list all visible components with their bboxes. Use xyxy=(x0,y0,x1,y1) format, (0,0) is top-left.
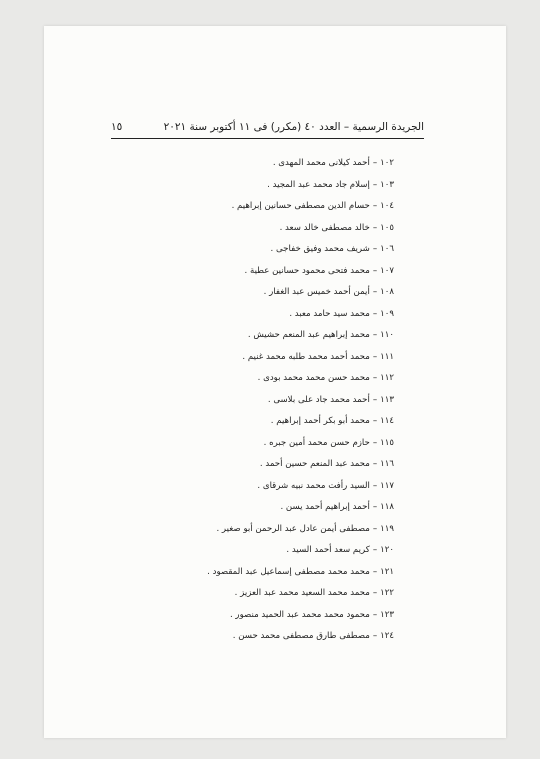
item-name-text: محمد حسن محمد محمد بودى . xyxy=(257,373,370,383)
page-number: ١٥ xyxy=(111,121,123,133)
item-number: ١٠٤ xyxy=(380,201,394,211)
item-number: ١١٢ xyxy=(380,373,394,383)
item-number: ١٠٦ xyxy=(380,244,394,254)
item-name-text: محمد عبد المنعم حسين أحمد . xyxy=(259,459,370,469)
item-dash: – xyxy=(372,609,378,620)
item-name-text: محمود محمد محمد عبد الحميد منصور . xyxy=(229,609,370,620)
item-name-text: مصطفى طارق مصطفى محمد حسن . xyxy=(232,631,370,641)
item-number: ١٢٢ xyxy=(380,588,394,598)
list-item xyxy=(144,435,394,457)
list-item xyxy=(144,585,394,607)
item-dash: – xyxy=(372,394,378,405)
item-name-text: أحمد محمد جاد على بلاسى . xyxy=(267,394,370,405)
item-name-text: محمد أبو بكر أحمد إبراهيم . xyxy=(270,416,370,426)
list-item xyxy=(144,155,394,177)
item-number: ١٢٤ xyxy=(380,631,394,641)
list-item xyxy=(144,284,394,306)
item-name-text: أحمد كيلانى محمد المهدى . xyxy=(272,158,370,168)
item-dash: – xyxy=(372,523,378,534)
item-dash: – xyxy=(372,330,378,340)
item-dash: – xyxy=(372,502,378,512)
list-item xyxy=(144,478,394,500)
header-divider xyxy=(111,138,424,139)
item-dash: – xyxy=(372,437,378,448)
item-dash: – xyxy=(372,244,378,254)
item-number: ١١٦ xyxy=(380,459,394,469)
item-dash: – xyxy=(372,158,378,168)
item-number: ١٢١ xyxy=(380,566,394,577)
item-name-text: محمد إبراهيم عبد المنعم حشيش . xyxy=(247,330,370,340)
item-number: ١١٣ xyxy=(380,394,394,405)
list-item xyxy=(144,306,394,328)
list-item xyxy=(144,521,394,543)
list-item xyxy=(144,392,394,414)
item-name-text: محمد أحمد محمد طلبه محمد غنيم . xyxy=(242,351,370,362)
item-number: ١٢٠ xyxy=(380,545,394,555)
item-name-text: مصطفى أيمن عادل عبد الرحمن أبو صغير . xyxy=(216,523,370,534)
item-number: ١٠٥ xyxy=(380,222,394,233)
item-number: ١١١ xyxy=(380,351,394,362)
item-number: ١١٤ xyxy=(380,416,394,426)
item-dash: – xyxy=(372,545,378,555)
item-dash: – xyxy=(372,351,378,362)
list-item xyxy=(144,263,394,285)
item-dash: – xyxy=(372,308,378,319)
item-name-text: محمد فتحى محمود حسانين عطية . xyxy=(244,265,370,276)
list-item xyxy=(144,499,394,521)
item-number: ١٠٩ xyxy=(380,308,394,319)
list-item xyxy=(144,370,394,392)
item-number: ١٠٢ xyxy=(380,158,394,168)
item-number: ١١٩ xyxy=(380,523,394,534)
item-number: ١٠٨ xyxy=(380,287,394,297)
list-item xyxy=(144,542,394,564)
item-number: ١٢٣ xyxy=(380,609,394,620)
item-name-text: حازم حسن محمد أمين جبره . xyxy=(263,437,370,448)
item-name-text: محمد محمد مصطفى إسماعيل عبد المقصود . xyxy=(207,566,370,577)
item-name-text: السيد رأفت محمد نبيه شرقاى . xyxy=(257,480,370,491)
item-name-text: أحمد إبراهيم أحمد يسن . xyxy=(280,502,370,512)
list-item xyxy=(144,349,394,371)
item-dash: – xyxy=(372,588,378,598)
item-name-text: شريف محمد وفيق خفاجى . xyxy=(270,244,370,254)
item-number: ١١٠ xyxy=(380,330,394,340)
item-dash: – xyxy=(372,201,378,211)
item-number: ١١٧ xyxy=(380,480,394,491)
item-name-text: إسلام جاد محمد عبد المجيد . xyxy=(267,179,370,190)
item-dash: – xyxy=(372,459,378,469)
list-item xyxy=(144,607,394,629)
item-dash: – xyxy=(372,265,378,276)
item-number: ١١٨ xyxy=(380,502,394,512)
item-number: ١٠٣ xyxy=(380,179,394,190)
item-number: ١١٥ xyxy=(380,437,394,448)
item-dash: – xyxy=(372,373,378,383)
list-item xyxy=(144,456,394,478)
item-dash: – xyxy=(372,179,378,190)
item-dash: – xyxy=(372,222,378,233)
list-item xyxy=(144,327,394,349)
item-name-text: أيمن أحمد خميس عبد الغفار . xyxy=(263,287,370,297)
item-name-text: محمد سيد حامد معبد . xyxy=(289,308,370,319)
list-item xyxy=(144,241,394,263)
item-dash: – xyxy=(372,631,378,641)
list-item xyxy=(144,177,394,199)
item-name-text: محمد محمد السعيد محمد عبد العزيز . xyxy=(234,588,370,598)
gazette-title: الجريدة الرسمية – العدد ٤٠ (مكرر) فى ١١ أكتوبر سنة ٢٠٢١ xyxy=(163,121,424,133)
list-item xyxy=(144,628,394,650)
item-name-text: خالد مصطفى خالد سعد . xyxy=(279,222,370,233)
item-name-text: حسام الدين مصطفى حسانين إبراهيم . xyxy=(231,201,370,211)
list-item xyxy=(144,564,394,586)
item-dash: – xyxy=(372,566,378,577)
list-item xyxy=(144,198,394,220)
list-item xyxy=(144,413,394,435)
page-header xyxy=(111,121,424,137)
list-item xyxy=(144,220,394,242)
item-dash: – xyxy=(372,416,378,426)
item-dash: – xyxy=(372,480,378,491)
item-dash: – xyxy=(372,287,378,297)
item-name-text: كريم سعد أحمد السيد . xyxy=(286,545,370,555)
item-number: ١٠٧ xyxy=(380,265,394,276)
names-list xyxy=(144,155,394,650)
